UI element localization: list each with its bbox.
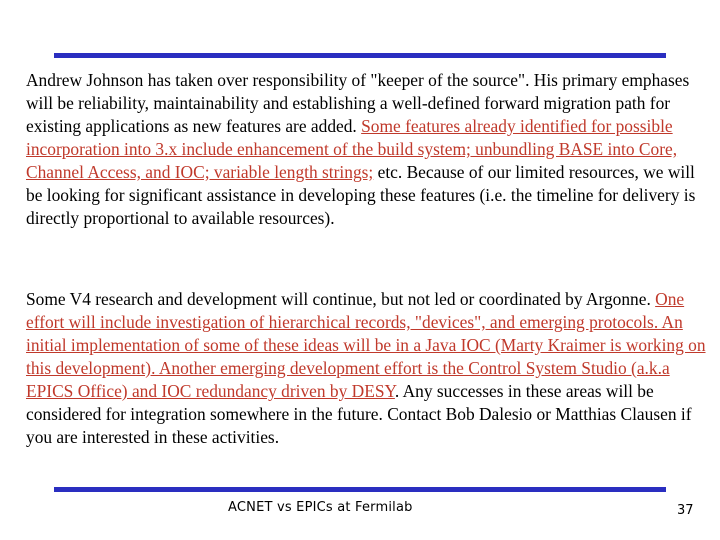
paragraph1-text-after: etc. Because of our limited resources, we will be looking for significant assistance in developing these features (i.e. the timeline for delivery is directly proportional to available resources).	[26, 162, 696, 228]
paragraph-keeper-of-source	[26, 69, 706, 230]
paragraph2-text-before: Some V4 research and development will continue, but not led or coordinated by Argonne.	[26, 289, 656, 309]
paragraph1-text-before: Andrew Johnson has taken over responsibility of "keeper of the source". His primary emphases will be reliability, maintainability and establishing a well-defined forward migration path for existing applications as new features are added.	[26, 70, 690, 136]
paragraph1-link[interactable]: Some features already identified for possible incorporation into 3.x include enhancement of the build system; unbundling BASE into Core, Channel Access, and IOC; variable length strings;	[26, 116, 678, 182]
footer-title: ACNET vs EPICs at Fermilab	[228, 500, 413, 515]
top-divider	[54, 53, 666, 58]
paragraph2-link[interactable]: One effort will include investigation of hierarchical records, "devices", and emerging protocols. An initial implementation of some of these ideas will be in a Java IOC (Marty Kraimer is working on this development). Another emerging development effort is the Control System Studio (a.k.a EPICS Office) and IOC redundancy driven by DESY	[26, 289, 706, 401]
paragraph-v4-research	[26, 288, 706, 449]
bottom-divider	[54, 487, 666, 492]
paragraph2-text-after: . Any successes in these areas will be considered for integration somewhere in the future. Contact Bob Dalesio or Matthias Clausen if you are interested in these activities.	[26, 381, 692, 447]
page-number: 37	[677, 503, 694, 518]
